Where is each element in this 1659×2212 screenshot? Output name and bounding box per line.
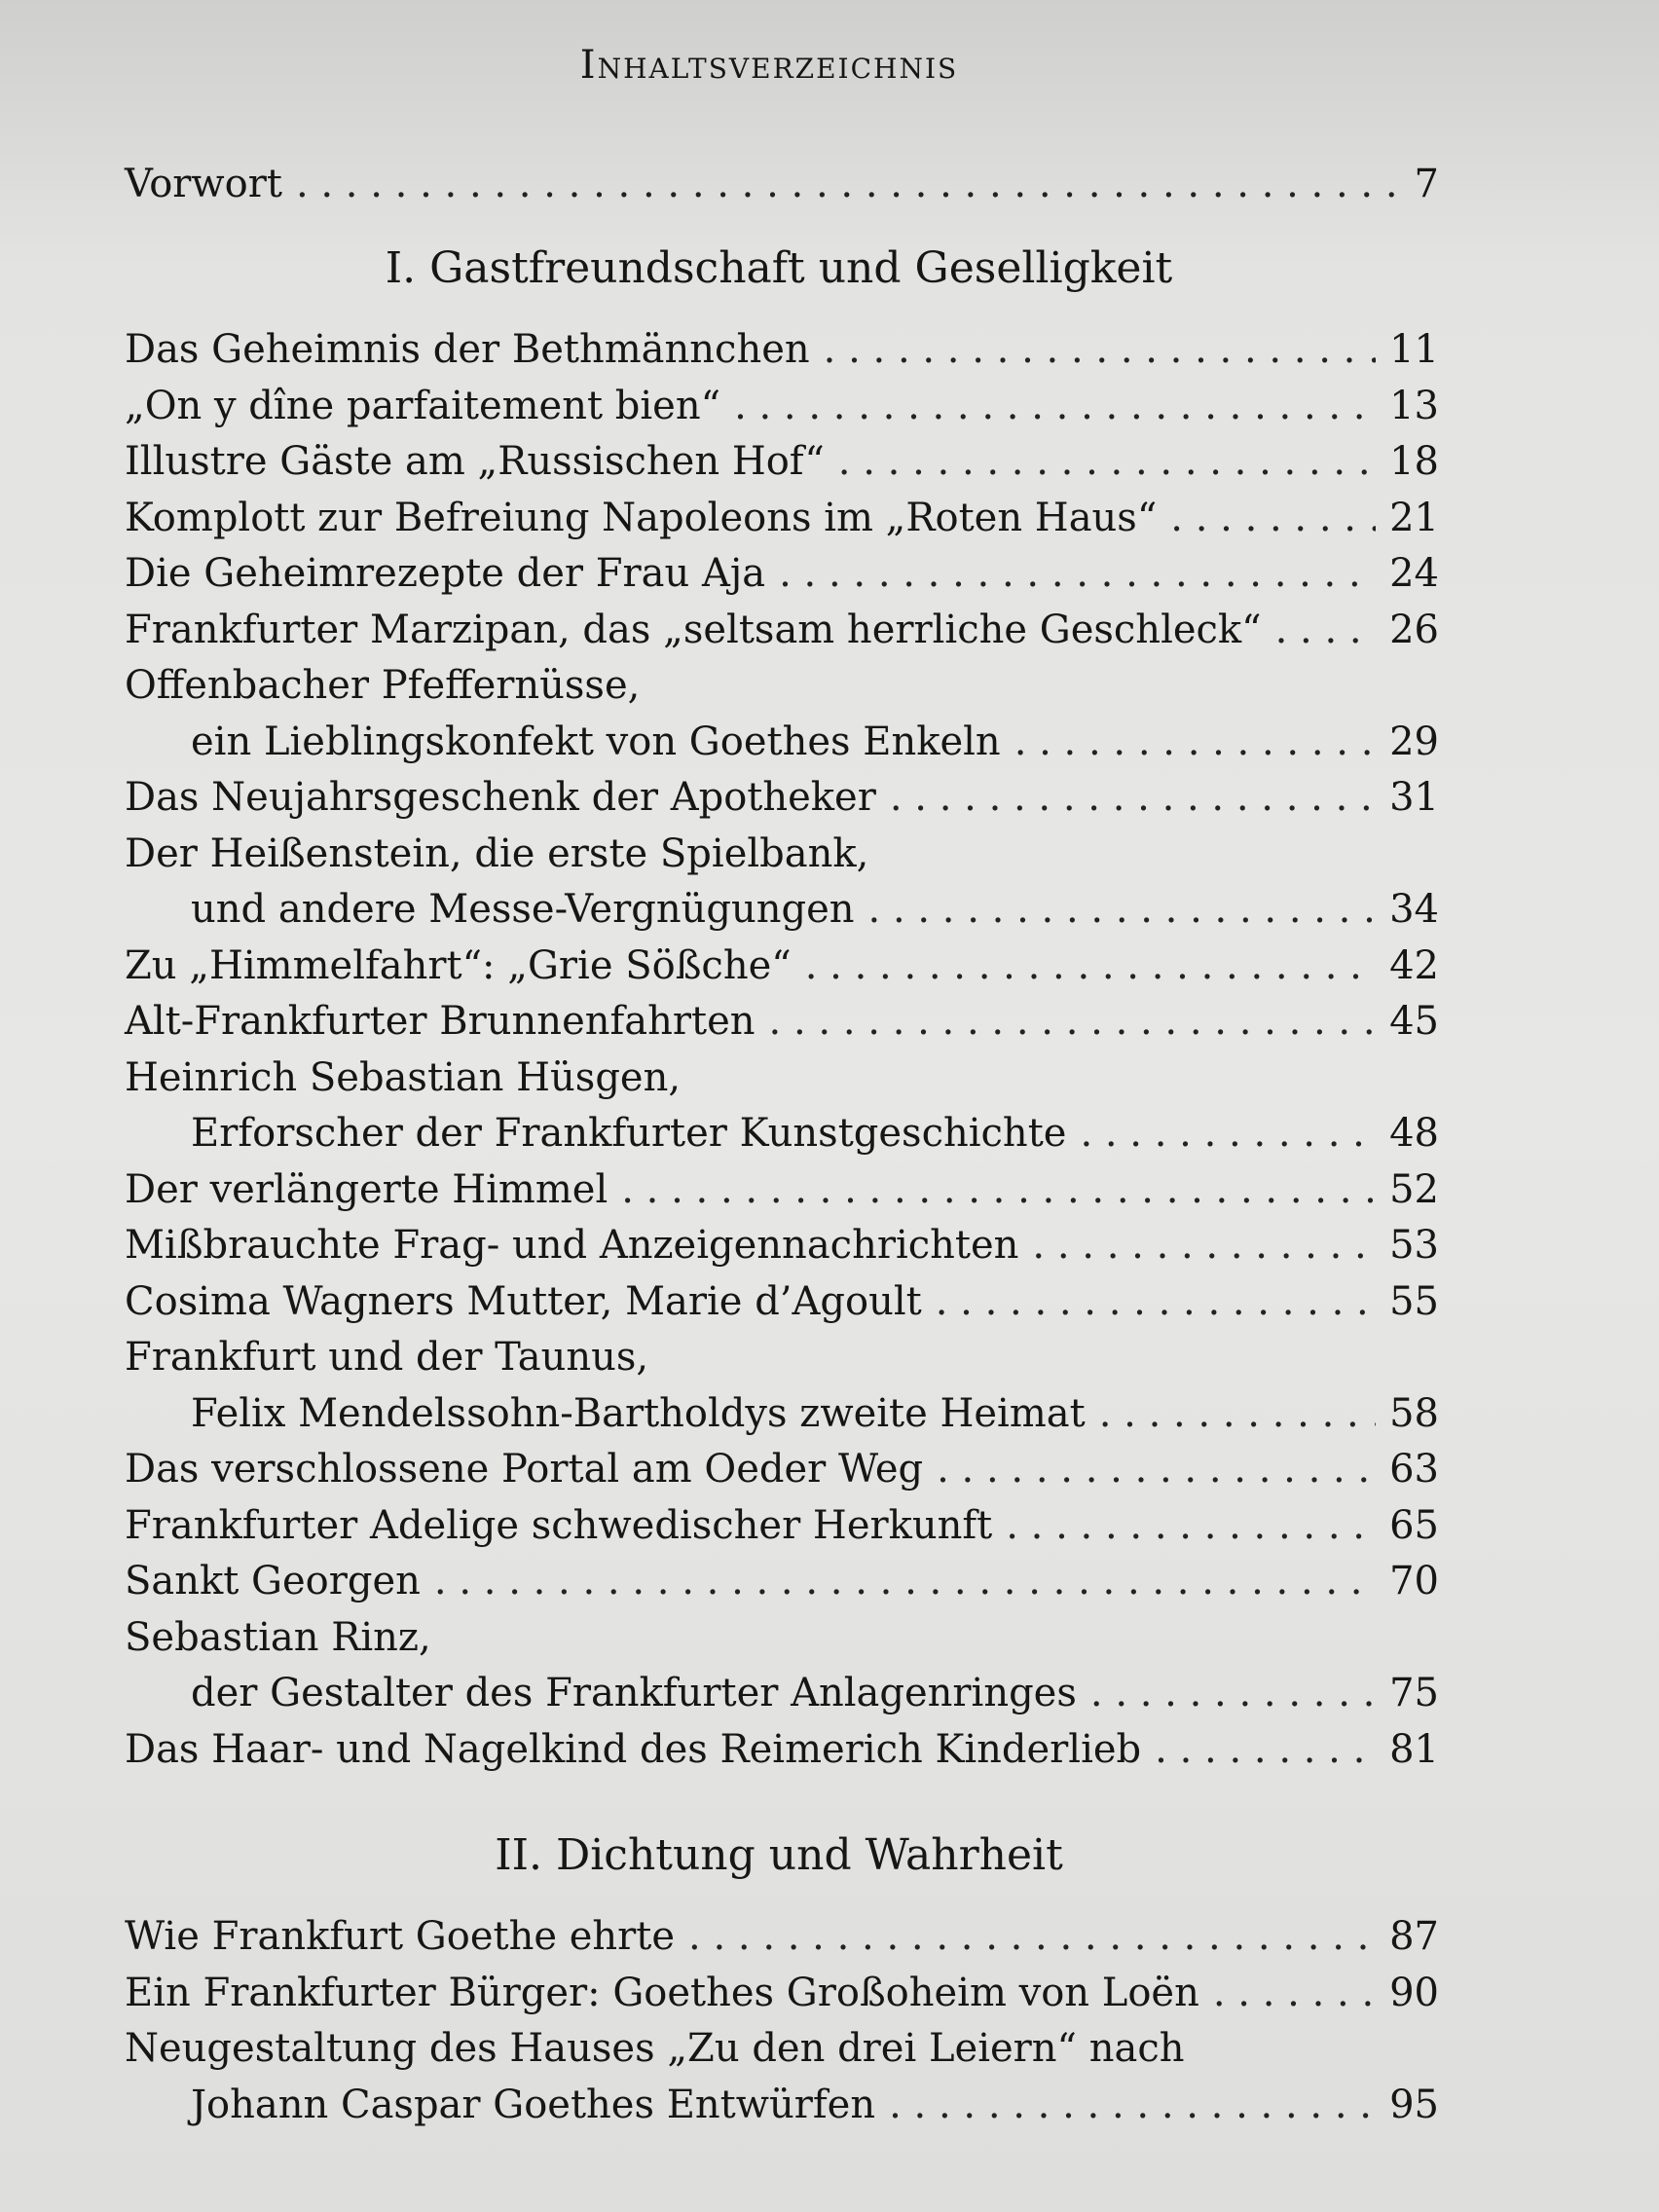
entry-label: Das verschlossene Portal am Oeder Weg (125, 1447, 924, 1492)
entry-label: Frankfurter Adelige schwedischer Herkunft (125, 1502, 993, 1548)
entry-page-number: 52 (1389, 1166, 1439, 1212)
toc-entry (125, 993, 1439, 1050)
leader-dots (1014, 714, 1376, 770)
entry-label: Das Geheimnis der Bethmännchen (125, 327, 810, 372)
toc-entry (125, 378, 1439, 434)
toc-entry (191, 1665, 1439, 1721)
entry-label: ein Lieblingskonfekt von Goethes Enkeln (191, 719, 1001, 764)
entry-label: Wie Frankfurt Goethe ehrte (125, 1914, 676, 1959)
entry-label-first-line: Sebastian Rinz, (125, 1614, 431, 1660)
entry-label: Cosima Wagners Mutter, Marie d’Agoult (125, 1278, 922, 1324)
leader-dots (824, 321, 1376, 378)
toc-entry (125, 1441, 1439, 1497)
entry-page-number: 34 (1389, 887, 1439, 932)
entry-label-first-line: Frankfurt und der Taunus, (125, 1335, 649, 1380)
entry-page-number: 21 (1389, 495, 1439, 540)
entry-page-number: 75 (1389, 1671, 1439, 1715)
leader-dots (688, 1908, 1376, 1965)
leader-dots (838, 433, 1376, 490)
toc-entry (191, 881, 1439, 938)
entry-page-number: 26 (1389, 607, 1439, 652)
entry-page-number: 18 (1389, 439, 1439, 484)
entry-label: Felix Mendelssohn-Bartholdys zweite Heimat (191, 1390, 1086, 1436)
section-heading: II. Dichtung und Wahrheit (495, 1830, 1063, 1880)
entry-page-number: 65 (1389, 1502, 1439, 1548)
entry-label-first-line: Heinrich Sebastian Hüsgen, (125, 1054, 682, 1100)
leader-dots (296, 156, 1401, 212)
leader-dots (868, 881, 1377, 938)
entry-label: Mißbrauchte Frag- und Anzeigennachrichten (125, 1223, 1019, 1268)
leader-dots (889, 2077, 1376, 2133)
leader-dots (1080, 1105, 1376, 1161)
leader-dots (1213, 1965, 1376, 2021)
toc-entry (125, 602, 1439, 658)
leader-dots (1006, 1497, 1376, 1554)
leader-dots (734, 378, 1376, 434)
entry-label-first-line: Offenbacher Pfeffernüsse, (125, 663, 641, 708)
entry-page-number: 58 (1389, 1390, 1439, 1436)
toc-entry (125, 938, 1439, 994)
toc-entry (125, 321, 1439, 378)
toc-entry (125, 1217, 1439, 1273)
entry-label: Illustre Gäste am „Russischen Hof“ (125, 439, 825, 484)
entry-page-number: 81 (1389, 1726, 1439, 1772)
entry-page-number: 13 (1389, 383, 1439, 428)
entry-label-first-line: Der Heißenstein, die erste Spielbank, (125, 830, 869, 876)
leader-dots (1099, 1385, 1376, 1442)
entry-label: Sankt Georgen (125, 1559, 421, 1604)
leader-dots (890, 769, 1376, 826)
toc-entry (191, 2077, 1439, 2133)
toc-entry (125, 545, 1439, 602)
entry-label: Der verlängerte Himmel (125, 1166, 608, 1212)
toc-entry (191, 1385, 1439, 1442)
entry-label: Zu „Himmelfahrt“: „Grie Sößche“ (125, 942, 792, 988)
leader-dots (769, 993, 1377, 1050)
entry-label: Das Neujahrsgeschenk der Apotheker (125, 775, 876, 820)
toc-entry-vorwort (125, 156, 1439, 212)
entry-label: Frankfurter Marzipan, das „seltsam herrliche Geschleck“ (125, 607, 1262, 652)
entry-label: „On y dîne parfaitement bien“ (125, 383, 721, 428)
leader-dots (434, 1553, 1376, 1609)
toc-entry (191, 1105, 1439, 1161)
toc-entry (191, 714, 1439, 770)
entry-label: Alt-Frankfurter Brunnenfahrten (125, 999, 756, 1044)
entry-page-number: 48 (1389, 1111, 1439, 1156)
entry-label-first-line: Neugestaltung des Hauses „Zu den drei Leiern“ nach (125, 2026, 1185, 2071)
toc-entry (125, 1161, 1439, 1218)
leader-dots (1090, 1665, 1376, 1721)
entry-page-number: 29 (1389, 719, 1439, 764)
toc-entry (125, 1965, 1439, 2021)
leader-dots (805, 938, 1376, 994)
entry-page-number: 42 (1389, 942, 1439, 988)
entry-label: und andere Messe-Vergnügungen (191, 887, 855, 932)
entry-label: Ein Frankfurter Bürger: Goethes Großoheim von Loën (125, 1970, 1199, 2015)
entry-page-number: 70 (1389, 1559, 1439, 1604)
toc-entry (125, 490, 1439, 546)
entry-page-number: 31 (1389, 775, 1439, 820)
entry-page-number: 7 (1414, 162, 1439, 206)
entry-label: Erforscher der Frankfurter Kunstgeschichte (191, 1111, 1067, 1156)
entry-label: Das Haar- und Nagelkind des Reimerich Kinderlieb (125, 1726, 1142, 1772)
leader-dots (937, 1441, 1376, 1497)
toc-entry (125, 1721, 1439, 1778)
entry-page-number: 90 (1389, 1970, 1439, 2015)
leader-dots (1275, 602, 1376, 658)
leader-dots (1155, 1721, 1376, 1778)
toc-entry (125, 1497, 1439, 1554)
entry-page-number: 95 (1389, 2082, 1439, 2127)
toc-entry (125, 769, 1439, 826)
entry-page-number: 63 (1389, 1447, 1439, 1492)
entry-label: Vorwort (125, 162, 282, 206)
toc-entry (125, 433, 1439, 490)
entry-page-number: 53 (1389, 1223, 1439, 1268)
entry-label: Johann Caspar Goethes Entwürfen (191, 2082, 876, 2127)
leader-dots (1032, 1217, 1376, 1273)
entry-label: Komplott zur Befreiung Napoleons im „Roten Haus“ (125, 495, 1158, 540)
section-heading: I. Gastfreundschaft und Geselligkeit (385, 243, 1173, 293)
entry-page-number: 24 (1389, 551, 1439, 596)
leader-dots (936, 1273, 1376, 1330)
toc-entry (125, 1273, 1439, 1330)
entry-page-number: 55 (1389, 1278, 1439, 1324)
entry-page-number: 45 (1389, 999, 1439, 1044)
toc-entry (125, 1908, 1439, 1965)
toc-entry (125, 1553, 1439, 1609)
entry-label: der Gestalter des Frankfurter Anlagenringes (191, 1671, 1077, 1715)
leader-dots (621, 1161, 1376, 1218)
leader-dots (779, 545, 1376, 602)
entry-page-number: 11 (1389, 327, 1439, 372)
page-title: Inhaltsverzeichnis (579, 43, 959, 88)
entry-label: Die Geheimrezepte der Frau Aja (125, 551, 766, 596)
entry-page-number: 87 (1389, 1914, 1439, 1959)
leader-dots (1170, 490, 1376, 546)
